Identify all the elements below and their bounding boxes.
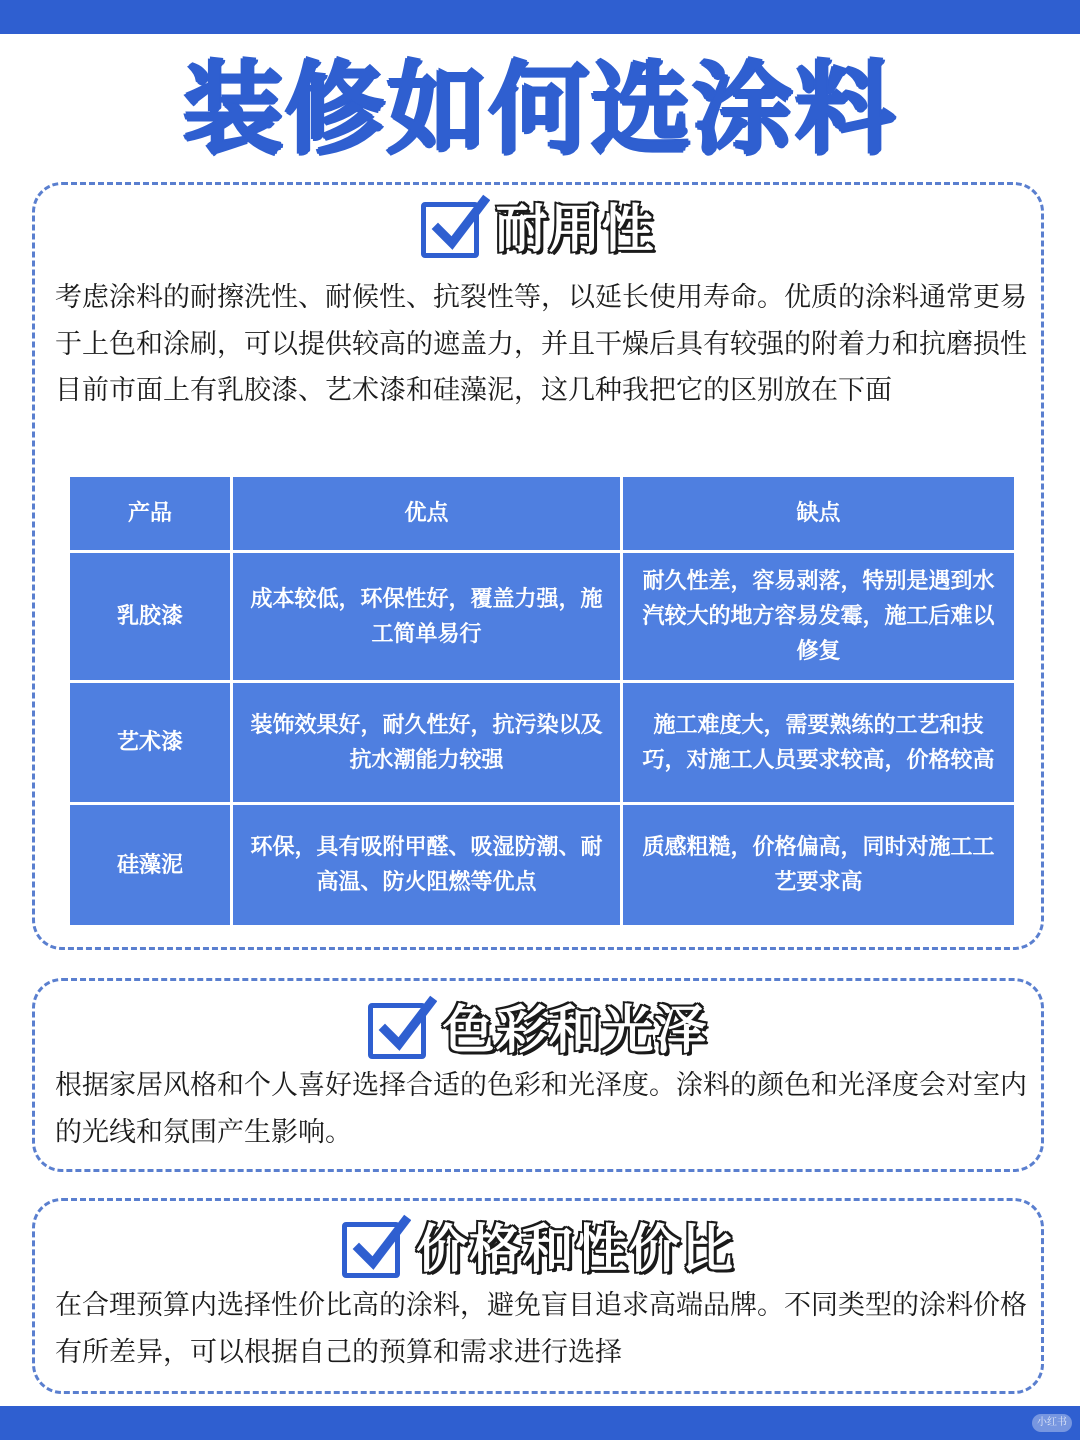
checkbox-checked-icon xyxy=(342,1222,400,1278)
checkbox-checked-icon xyxy=(421,202,479,258)
column-header-product: 产品 xyxy=(70,477,233,553)
paragraph: 考虑涂料的耐擦洗性、耐候性、抗裂性等，以延长使用寿命。优质的涂料通常更易于上色和涂刷，可以提供较高的遮盖力，并且干燥后具有较强的附着力和抗磨损性 xyxy=(55,282,1027,360)
bottom-color-bar xyxy=(0,1406,1080,1440)
section-header xyxy=(35,197,1041,263)
section-title: 价格和性价比 xyxy=(415,1220,734,1280)
section-durability xyxy=(32,182,1044,950)
section-title: 色彩和光泽 xyxy=(442,1001,708,1061)
product-cell: 乳胶漆 xyxy=(70,553,233,683)
table-row xyxy=(70,805,1014,925)
section-price-value xyxy=(32,1198,1044,1394)
paragraph: 目前市面上有乳胶漆、艺术漆和硅藻泥，这几种我把它的区别放在下面 xyxy=(55,375,892,406)
table-header-row xyxy=(70,477,1014,553)
section-body xyxy=(55,275,1031,415)
section-header xyxy=(35,999,1041,1063)
cons-cell: 耐久性差，容易剥落，特别是遇到水汽较大的地方容易发霉，施工后难以修复 xyxy=(623,553,1014,683)
section-body xyxy=(55,1063,1031,1156)
top-color-bar xyxy=(0,0,1080,34)
section-title: 耐用性 xyxy=(495,200,655,260)
section-body xyxy=(55,1283,1031,1376)
pros-cell: 环保，具有吸附甲醛、吸湿防潮、耐高温、防火阻燃等优点 xyxy=(233,805,623,925)
page-title: 装修如何选涂料 xyxy=(183,51,897,168)
paragraph: 在合理预算内选择性价比高的涂料，避免盲目追求高端品牌。不同类型的涂料价格有所差异，可以根据自己的预算和需求进行选择 xyxy=(55,1290,1027,1368)
checkbox-checked-icon xyxy=(368,1003,426,1059)
watermark: 小红书 xyxy=(1032,1414,1072,1432)
table-row xyxy=(70,553,1014,683)
cons-cell: 质感粗糙，价格偏高，同时对施工工艺要求高 xyxy=(642,835,995,895)
comparison-table xyxy=(70,477,1014,925)
column-header-cons: 缺点 xyxy=(623,477,1014,553)
column-header-pros: 优点 xyxy=(233,477,623,553)
pros-cell: 装饰效果好，耐久性好，抗污染以及抗水潮能力较强 xyxy=(233,683,623,805)
section-color-gloss xyxy=(32,978,1044,1172)
cons-cell: 施工难度大，需要熟练的工艺和技巧，对施工人员要求较高，价格较高 xyxy=(623,683,1014,805)
product-cell: 艺术漆 xyxy=(70,683,233,805)
section-header xyxy=(35,1217,1041,1283)
paragraph: 根据家居风格和个人喜好选择合适的色彩和光泽度。涂料的颜色和光泽度会对室内的光线和氛围产生影响。 xyxy=(55,1070,1027,1148)
product-cell: 硅藻泥 xyxy=(70,805,233,925)
pros-cell: 成本较低，环保性好，覆盖力强，施工简单易行 xyxy=(233,553,623,683)
table-row xyxy=(70,683,1014,805)
